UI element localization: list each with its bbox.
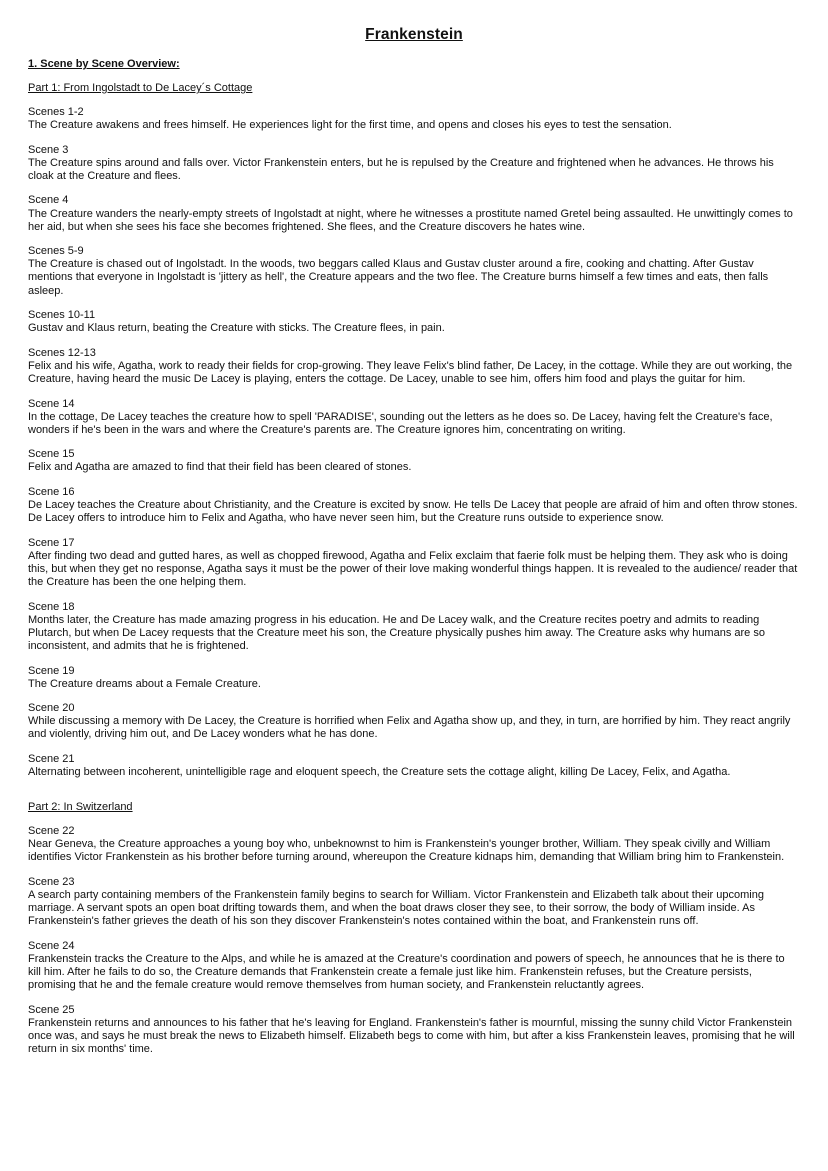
scene-summary: Months later, the Creature has made amazing progress in his education. He and De Lacey walk, and the Creature recites poetry and admits to reading Plutarch, but when De Lacey requests that the Creature meet his son, the Creature physically pushes him away. The Creature asks why humans are so inconsistent, and admits that he is frightened. (28, 613, 765, 652)
document-title: Frankenstein (365, 26, 463, 43)
scene-entry (28, 106, 800, 132)
scene-label: Scene 23 (28, 876, 75, 889)
scene-label: Scene 25 (28, 1003, 75, 1016)
scene-entry (28, 537, 800, 589)
scene-label: Scenes 10-11 (28, 309, 96, 322)
scene-entry (28, 601, 800, 653)
scene-summary: In the cottage, De Lacey teaches the creature how to spell 'PARADISE', sounding out the letters as he does so. De Lacey, having felt the Creature's face, wonders if he's been in the wars and where the Creature's parents are. The Creature ignores him, concentrating on writing. (28, 410, 773, 436)
scene-label: Scene 17 (28, 536, 75, 549)
scene-entry (28, 448, 800, 474)
scene-list (28, 106, 800, 779)
scene-label: Scene 19 (28, 664, 75, 677)
scene-label: Scenes 5-9 (28, 245, 84, 258)
part-heading: Part 1: From Ingolstadt to De Lacey´s Cottage (28, 82, 253, 94)
scene-entry (28, 194, 800, 233)
scene-entry (28, 1004, 800, 1056)
scene-entry (28, 940, 800, 992)
section-heading: 1. Scene by Scene Overview: (28, 58, 180, 70)
scene-summary: Felix and Agatha are amazed to find that their field has been cleared of stones. (28, 461, 412, 474)
scene-entry (28, 486, 800, 525)
scene-label: Scene 24 (28, 939, 75, 952)
scene-summary: The Creature spins around and falls over. Victor Frankenstein enters, but he is repulsed by the Creature and frightened when he advances. He throws his cloak at the Creature and flees. (28, 156, 774, 182)
scene-summary: The Creature awakens and frees himself. He experiences light for the first time, and opens and closes his eyes to test the sensation. (28, 119, 672, 132)
scene-summary: Gustav and Klaus return, beating the Creature with sticks. The Creature flees, in pain. (28, 322, 445, 335)
scene-label: Scene 4 (28, 194, 69, 207)
scene-label: Scene 20 (28, 702, 75, 715)
scene-entry (28, 825, 800, 864)
scene-summary: Frankenstein tracks the Creature to the Alps, and while he is amazed at the Creature's coordination and powers of speech, he announces that he is there to kill him. After he fails to do so, the Creature demands that Frankenstein create a female just like him. Frankenstein refuses, but the Creature persists, promising that he and the female creature would remove themselves from human society, and Frankenstein reluctantly agrees. (28, 953, 785, 992)
part-heading: Part 2: In Switzerland (28, 801, 133, 814)
scene-label: Scene 3 (28, 143, 69, 156)
scene-label: Scene 22 (28, 825, 75, 838)
scene-entry (28, 245, 800, 297)
scene-summary: Near Geneva, the Creature approaches a young boy who, unbeknownst to him is Frankenstein's younger brother, William. They speak civilly and William identifies Victor Frankenstein as his brother before turning around, whereupon the Creature kidnaps him, demanding that William bring him to Frankenstein. (28, 838, 785, 864)
scene-label: Scene 16 (28, 486, 75, 499)
scene-entry (28, 347, 800, 386)
scene-summary: While discussing a memory with De Lacey, the Creature is horrified when Felix and Agatha show up, and they, in turn, are horrified by him. They react angrily and violently, driving him out, and De Lacey wonders what he has done. (28, 715, 791, 741)
scene-label: Scene 18 (28, 600, 75, 613)
scene-entry (28, 876, 800, 928)
scene-summary: Frankenstein returns and announces to his father that he's leaving for England. Frankenstein's father is mournful, missing the sunny child Victor Frankenstein once was, and says he must break the news to Elizabeth himself. Elizabeth begs to come with him, but after a kiss Frankenstein leaves, promising that he will return in six months' time. (28, 1016, 795, 1056)
scene-label: Scene 21 (28, 753, 75, 766)
scene-list (28, 825, 800, 1056)
scene-entry (28, 702, 800, 741)
scene-entry (28, 309, 800, 335)
scene-summary: Alternating between incoherent, unintelligible rage and eloquent speech, the Creature sets the cottage alight, killing De Lacey, Felix, and Agatha. (28, 766, 731, 779)
scene-summary: A search party containing members of the Frankenstein family begins to search for William. Victor Frankenstein and Elizabeth talk about their upcoming marriage. A servant spots an open boat drifting towards them, and when the boat draws closer they see, to their sorrow, the body of William inside. As Frankenstein's father grieves the death of his son they discover Frankenstein's notes contained within the boat, and Frankenstein runs off. (28, 889, 764, 928)
scene-label: Scenes 12-13 (28, 346, 96, 359)
scene-label: Scenes 1-2 (28, 106, 84, 118)
scene-label: Scene 15 (28, 448, 75, 461)
scene-summary: De Lacey teaches the Creature about Christianity, and the Creature is excited by snow. He tells De Lacey that people are afraid of him and often throw stones. De Lacey offers to introduce him to Felix and Agatha, who have never seen him, but the Creature runs outside to experience snow. (28, 499, 798, 525)
scene-summary: Felix and his wife, Agatha, work to ready their fields for crop-growing. They leave Felix's blind father, De Lacey, in the cottage. While they are out working, the Creature, having heard the music De Lacey is playing, enters the cottage. De Lacey, unable to see him, offers him food and plays the guitar for him. (28, 359, 793, 385)
scene-summary: The Creature dreams about a Female Creature. (28, 677, 261, 690)
scene-entry (28, 398, 800, 437)
scene-summary: The Creature is chased out of Ingolstadt. In the woods, two beggars called Klaus and Gustav cluster around a fire, cooking and chatting. After Gustav mentions that everyone in Ingolstadt is 'jittery as hell', the Creature appears and the two flee. The Creature burns himself a few times and eats, then falls asleep. (28, 258, 769, 297)
scene-summary: The Creature wanders the nearly-empty streets of Ingolstadt at night, where he witnesses a prostitute named Gretel being assaulted. He unwittingly comes to her aid, but when she sees his face she becomes frightened. She flees, and the Creature discovers he hates wine. (28, 207, 793, 233)
scene-label: Scene 14 (28, 397, 75, 410)
scene-entry (28, 144, 800, 183)
scene-summary: After finding two dead and gutted hares, as well as chopped firewood, Agatha and Felix exclaim that faerie folk must be helping them. They ask who is doing this, but when they get no response, Agatha says it must be the power of their love making wonderful things happen. It is revealed to the audience/ reader that the Creature has been the one helping them. (28, 549, 798, 589)
part-2 (28, 801, 800, 1056)
part-1 (28, 82, 800, 779)
scene-entry (28, 753, 800, 779)
scene-entry (28, 665, 800, 691)
